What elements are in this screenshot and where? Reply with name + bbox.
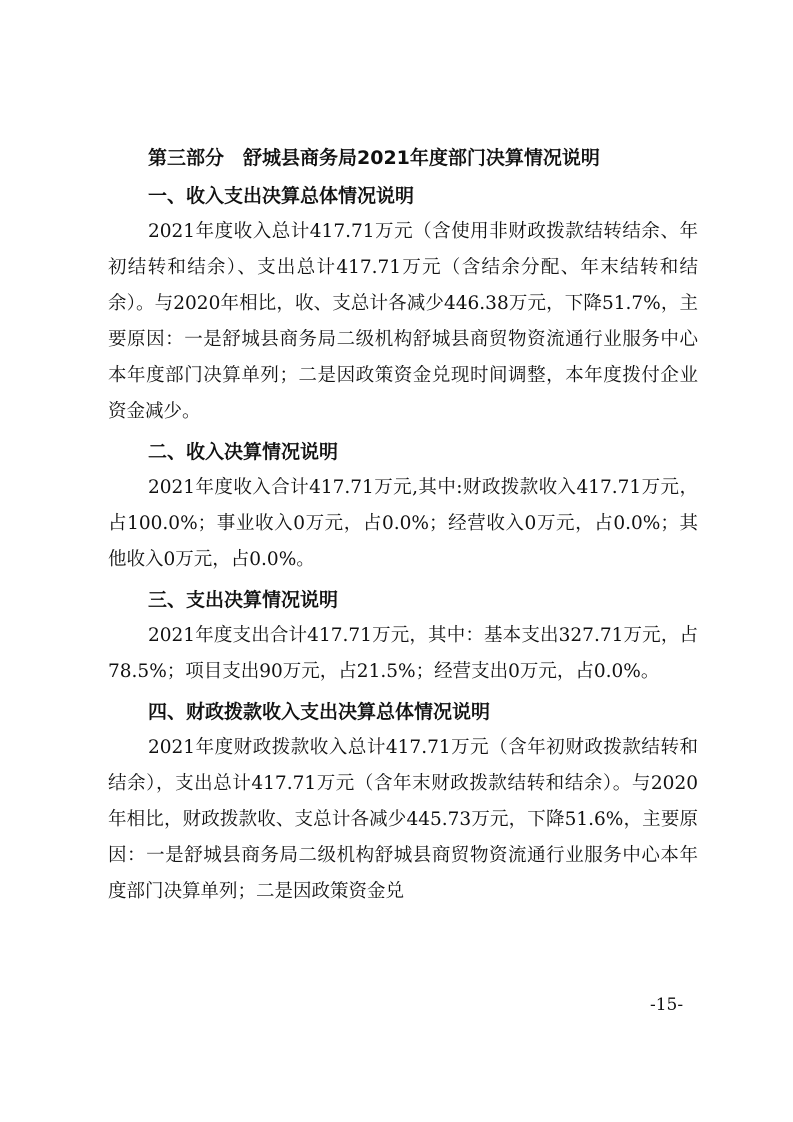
section-1: [108, 178, 698, 430]
page-content: [108, 140, 698, 914]
section-heading: 三、支出决算情况说明: [148, 589, 339, 611]
section-heading: 一、收入支出决算总体情况说明: [148, 185, 415, 207]
part-title: 第三部分 舒城县商务局2021年度部门决算情况说明: [148, 147, 600, 169]
section-heading: 四、财政拨款收入支出决算总体情况说明: [148, 701, 491, 723]
section-4: [108, 694, 698, 910]
section-paragraph: 2021年度收入合计417.71万元,其中:财政拨款收入417.71万元，占100.0%；事业收入0万元，占0.0%；经营收入0万元，占0.0%；其他收入0万元，占0.0%。: [108, 477, 698, 570]
section-2: [108, 434, 698, 578]
section-paragraph: 2021年度收入总计417.71万元（含使用非财政拨款结转结余、年初结转和结余）、支出总计417.71万元（含结余分配、年末结转和结余）。与2020年相比，收、支总计各减少446.38万元，下降51.7%，主要原因：一是舒城县商务局二级机构舒城县商贸物资流通行业服务中心本年度部门决算单列；二是因政策资金兑现时间调整，本年度拨付企业资金减少。: [108, 221, 698, 422]
section-3: [108, 582, 698, 690]
section-heading: 二、收入决算情况说明: [148, 441, 339, 463]
page-number: -15-: [650, 995, 684, 1015]
section-paragraph: 2021年度财政拨款收入总计417.71万元（含年初财政拨款结转和结余），支出总计417.71万元（含年末财政拨款结转和结余）。与2020年相比，财政拨款收、支总计各减少445.73万元，下降51.6%，主要原因：一是舒城县商务局二级机构舒城县商贸物资流通行业服务中心本年度部门决算单列；二是因政策资金兑: [108, 737, 698, 902]
section-paragraph: 2021年度支出合计417.71万元，其中：基本支出327.71万元，占78.5%；项目支出90万元，占21.5%；经营支出0万元，占0.0%。: [108, 625, 698, 682]
